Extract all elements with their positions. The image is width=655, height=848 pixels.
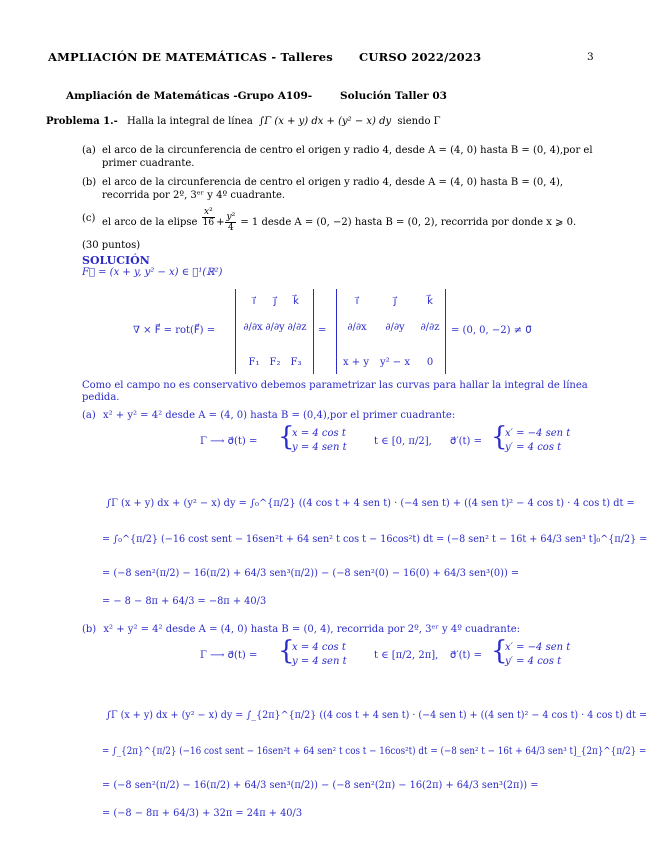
item-b-line1: el arco de la circunferencia de centro el origen y radio 4, desde A = (4, 0) hasta B = (0, 4), — [102, 177, 564, 188]
det2-k: k⃗ — [427, 296, 433, 307]
part-a-dx: x′ = −4 sen t — [505, 428, 571, 439]
det1-dz: ∂/∂z — [287, 322, 307, 333]
item-c-body: el arco de la elipse $\frac{\text{x²}}{16}$ + $\frac{\text{y²}}{4}$ = 1 desde A = (0, −2) hasta B = (0, 2), recorrida por donde x ⩾ 0. — [102, 207, 577, 233]
part-a-text: x² + y² = 4² desde A = (4, 0) hasta B = (0,4),por el primer cuadrante: — [102, 410, 456, 421]
det1-f1: F₁ — [248, 357, 260, 368]
part-b-dx: x′ = −4 sen t — [505, 642, 571, 653]
part-a-range: t ∈ [0, π/2], — [374, 436, 432, 447]
problem-label: Problema 1.- — [46, 116, 118, 127]
item-a-line1: el arco de la circunferencia de centro el origen y radio 4, desde A = (4, 0) hasta B = (0, 4),por el — [102, 145, 593, 156]
item-c-label: (c) — [82, 213, 96, 224]
part-a-line4: = − 8 − 8π + 64/3 = −8π + 40/3 — [102, 596, 267, 607]
det1-k: k⃗ — [293, 296, 299, 307]
running-header-title: AMPLIACIÓN DE MATEMÁTICAS - Talleres — [48, 50, 333, 64]
problem-item-b — [82, 176, 602, 204]
part-a-brace-1: { — [278, 422, 295, 452]
part-b-brace-1: { — [278, 636, 295, 666]
part-a-dy: y′ = 4 cos t — [505, 442, 562, 453]
part-b-text: x² + y² = 4² desde A = (4, 0) hasta B = (0, 4), recorrida por 2º, 3ᵉʳ y 4º cuadrante: — [103, 624, 520, 635]
part-b-line4: = (−8 − 8π + 64/3) + 32π = 24π + 40/3 — [102, 808, 303, 819]
part-a-deriv-lhs: σ⃗′(t) = — [450, 436, 482, 447]
part-a-y: y = 4 sen t — [292, 442, 347, 453]
part-a-brace-2: { — [491, 422, 508, 452]
part-b-line3: = (−8 sen²(π/2) − 16(π/2) + 64/3 sen³(π/2)) − (−8 sen²(2π) − 16(2π) + 64/3 sen³(2π)) = — [102, 780, 539, 791]
running-header-course: CURSO 2022/2023 — [359, 50, 482, 64]
part-a-line3: = (−8 sen²(π/2) − 16(π/2) + 64/3 sen³(π/2)) − (−8 sen²(0) − 16(0) + 64/3 sen³(0)) = — [102, 568, 520, 579]
part-b-statement — [82, 624, 520, 635]
part-b-line1: ∫Γ (x + y) dx + (y² − x) dy = ∫_{2π}^{π/2} ((4 cos t + 4 sen t) · (−4 sen t) + ((4 sen t)² − 4 cos t) · 4 cos t) dt = — [106, 710, 648, 721]
part-a-param-lhs: Γ ⟶ σ⃗(t) = — [200, 436, 258, 447]
det2-f3: 0 — [426, 357, 434, 368]
part-b-deriv-lhs: σ⃗′(t) = — [450, 650, 482, 661]
curl-result: = (0, 0, −2) ≠ 0⃗ — [451, 325, 532, 336]
solution-title: Solución Taller 03 — [340, 90, 447, 102]
det-equals: = — [318, 325, 327, 336]
item-c-text-b: = 1 desde A = (0, −2) hasta B = (0, 2), recorrida por donde x ⩾ 0. — [240, 217, 577, 228]
det1-j: ȷ⃗ — [273, 296, 277, 307]
det1-i: ı⃗ — [252, 296, 256, 307]
det1-dy: ∂/∂y — [265, 322, 285, 333]
page-number: 3 — [587, 51, 594, 63]
item-b-label: (b) — [82, 177, 97, 188]
det2-dy: ∂/∂y — [385, 322, 405, 333]
part-b-dy: y′ = 4 cos t — [505, 656, 562, 667]
solution-heading: SOLUCIÓN — [82, 254, 150, 267]
problem-intro-tail: siendo Γ — [397, 116, 441, 127]
problem-item-c — [82, 206, 612, 234]
part-b-range: t ∈ [π/2, 2π], — [374, 650, 439, 661]
part-b-label: (b) — [82, 624, 97, 635]
det1-dx: ∂/∂x — [243, 322, 263, 333]
det2-j: ȷ⃗ — [393, 296, 397, 307]
ellipse-frac-y: $\frac{\text{y²}}{4}$ — [226, 212, 236, 233]
problem-statement — [46, 116, 441, 127]
problem-item-a — [82, 144, 602, 172]
part-b-param-lhs: Γ ⟶ σ⃗(t) = — [200, 650, 258, 661]
part-b-line2: = ∫_{2π}^{π/2} (−16 cost sent − 16sen²t + 64 sen² t cos t − 16cos²t) dt = (−8 sen² t − 16t + 64/3 sen³ t]_{2π}^{π/2} = — [102, 746, 647, 757]
item-a-line2: primer cuadrante. — [102, 158, 195, 169]
item-c-text-a: el arco de la elipse — [102, 217, 198, 228]
ellipse-frac-x: $\frac{\text{x²}}{16}$ — [202, 207, 215, 228]
points: (30 puntos) — [82, 240, 141, 251]
det2-f2: y² − x — [379, 357, 411, 368]
part-a-line2: = ∫₀^{π/2} (−16 cost sent − 16sen²t + 64 sen² t cos t − 16cos²t) dt = (−8 sen² t − 16t + 64/3 sen³ t]₀^{π/2} = — [102, 534, 648, 545]
det1-f3: F₃ — [290, 357, 302, 368]
part-a-line1: ∫Γ (x + y) dx + (y² − x) dy = ∫₀^{π/2} ((4 cos t + 4 sen t) · (−4 sen t) + ((4 sen t)² − 4 cos t) · 4 cos t) dt = — [106, 498, 635, 509]
curl-lhs: ∇ × F⃗ = rot(F⃗) = — [133, 325, 216, 336]
part-a-statement — [82, 410, 455, 421]
group-title: Ampliación de Matemáticas -Grupo A109- — [66, 90, 313, 102]
part-a-x: x = 4 cos t — [292, 428, 346, 439]
det2-dx: ∂/∂x — [347, 322, 367, 333]
vector-field: F⃗ = (x + y, y² − x) ∈ 𝒞¹(ℝ²) — [82, 267, 223, 278]
det2-i: ı⃗ — [355, 296, 359, 307]
part-b-y: y = 4 sen t — [292, 656, 347, 667]
det2-dz: ∂/∂z — [420, 322, 440, 333]
note-line2: pedida. — [82, 392, 120, 403]
part-a-label: (a) — [82, 410, 96, 421]
item-a-label: (a) — [82, 145, 96, 156]
note-line1: Como el campo no es conservativo debemos parametrizar las curvas para hallar la integral de línea — [82, 380, 588, 391]
det2-f1: x + y — [342, 357, 370, 368]
part-b-brace-2: { — [491, 636, 508, 666]
part-b-x: x = 4 cos t — [292, 642, 346, 653]
item-b-line2: recorrida por 2º, 3ᵉʳ y 4º cuadrante. — [102, 190, 286, 201]
det1-f2: F₂ — [269, 357, 281, 368]
problem-intro: Halla la integral de línea — [126, 116, 253, 127]
problem-integral: ∫Γ (x + y) dx + (y² − x) dy — [259, 116, 392, 127]
